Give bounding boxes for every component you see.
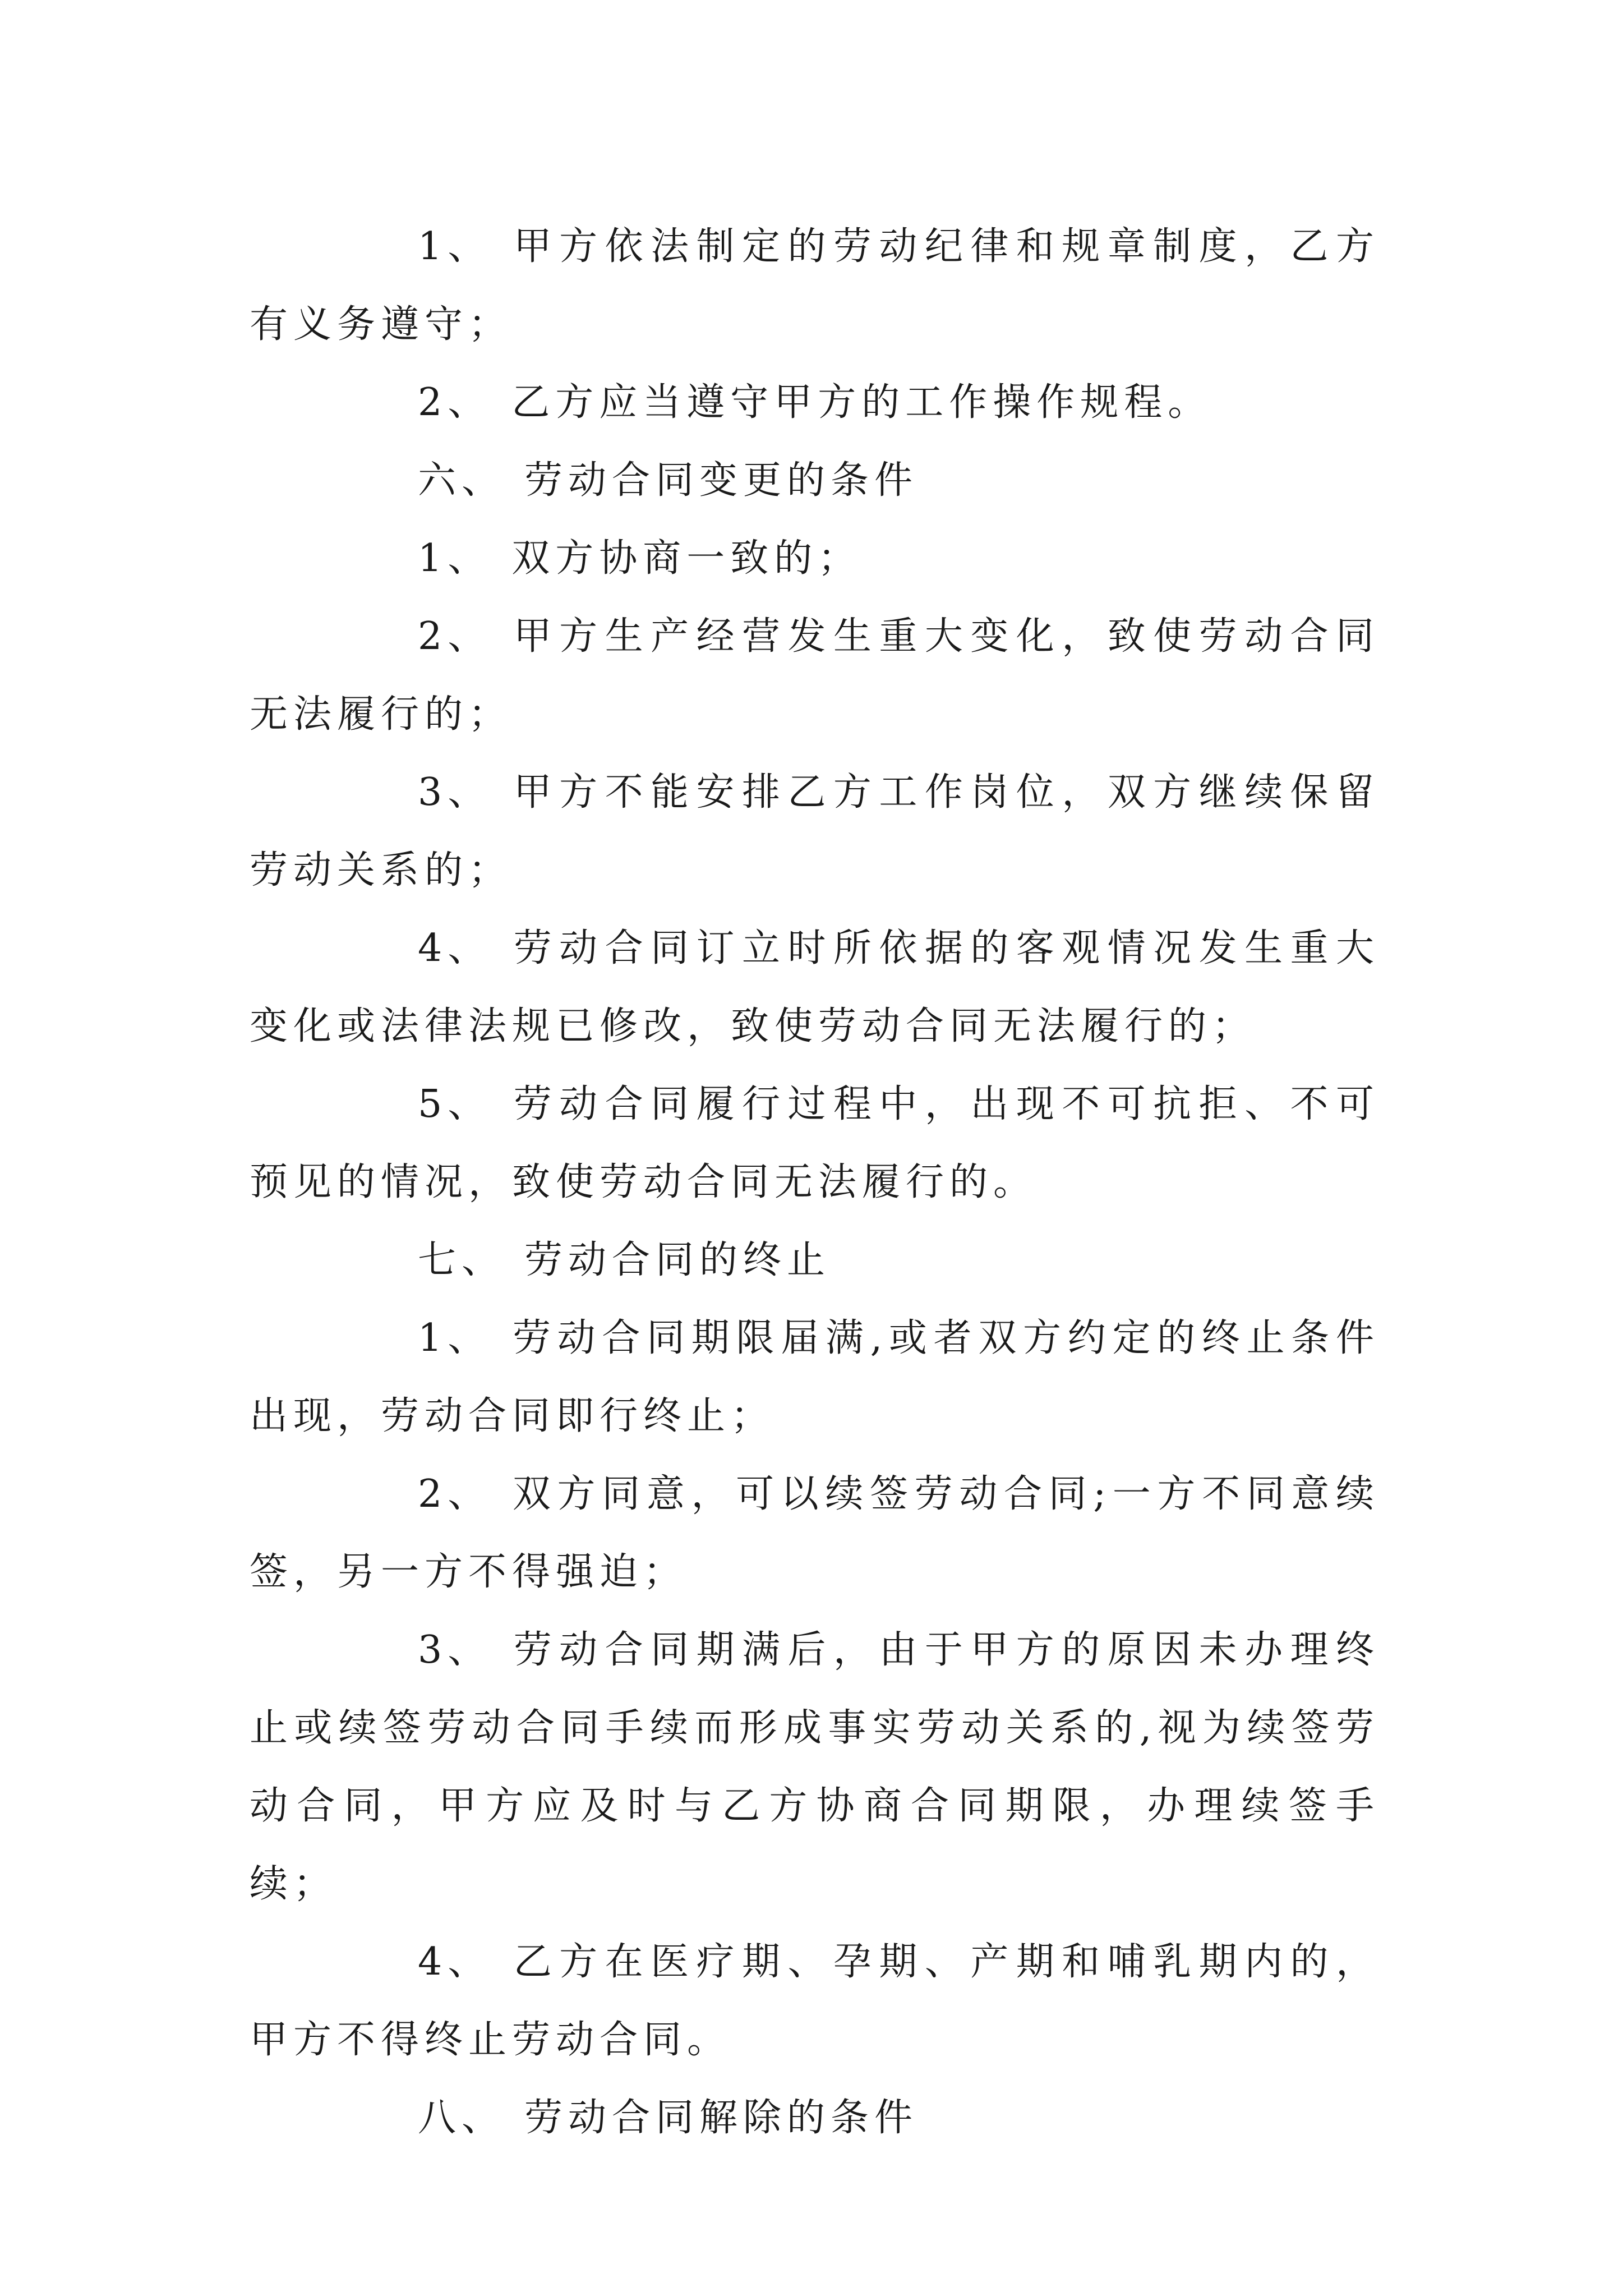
clause-number: 1、 — [418, 224, 492, 269]
clause-paragraph — [250, 208, 1380, 364]
clause-paragraph — [250, 1455, 1380, 1611]
document-body — [250, 208, 1380, 2157]
clause-text: 劳动合同订立时所依据的客观情况发生重大变化或法律法规已修改，致使劳动合同无法履行的； — [250, 926, 1380, 1048]
clause-text: 劳动合同履行过程中，出现不可抗拒、不可预见的情况，致使劳动合同无法履行的。 — [250, 1082, 1380, 1204]
clause-paragraph — [250, 597, 1380, 753]
clause-paragraph — [250, 1611, 1380, 1923]
clause-text: 甲方生产经营发生重大变化，致使劳动合同无法履行的； — [250, 614, 1380, 737]
section-title: 劳动合同的终止 — [524, 1238, 831, 1282]
clause-paragraph — [250, 364, 1380, 441]
clause-paragraph — [250, 909, 1380, 1065]
clause-number: 3、 — [418, 770, 492, 815]
clause-text: 劳动合同期满后，由于甲方的原因未办理终止或续签劳动合同手续而形成事实劳动关系的,视为续签劳动合同，甲方应及时与乙方协商合同期限，办理续签手续； — [250, 1628, 1380, 1906]
section-heading — [250, 2079, 1380, 2157]
clause-paragraph — [250, 1923, 1380, 2079]
clause-number: 4、 — [418, 926, 492, 970]
clause-number: 1、 — [418, 536, 492, 581]
clause-number: 3、 — [418, 1628, 492, 1672]
clause-number: 1、 — [418, 1316, 492, 1360]
clause-number: 4、 — [418, 1940, 492, 1984]
clause-number: 5、 — [418, 1082, 492, 1126]
section-number: 七、 — [418, 1238, 506, 1282]
clause-paragraph — [250, 753, 1380, 909]
section-number: 八、 — [418, 2096, 506, 2140]
clause-number: 2、 — [418, 1472, 492, 1516]
section-title: 劳动合同解除的条件 — [524, 2096, 919, 2140]
clause-number: 2、 — [418, 380, 492, 425]
clause-text: 劳动合同期限届满,或者双方约定的终止条件出现，劳动合同即行终止； — [250, 1316, 1380, 1438]
section-heading — [250, 441, 1380, 519]
clause-number: 2、 — [418, 614, 492, 659]
section-title: 劳动合同变更的条件 — [524, 458, 919, 503]
clause-text: 乙方在医疗期、孕期、产期和哺乳期内的，甲方不得终止劳动合同。 — [250, 1940, 1380, 2062]
clause-paragraph — [250, 1065, 1380, 1221]
clause-text: 双方协商一致的； — [511, 536, 862, 581]
clause-paragraph — [250, 519, 1380, 597]
section-heading — [250, 1221, 1380, 1299]
section-number: 六、 — [418, 458, 506, 503]
clause-text: 甲方不能安排乙方工作岗位，双方继续保留劳动关系的； — [250, 770, 1380, 892]
clause-text: 甲方依法制定的劳动纪律和规章制度，乙方有义务遵守； — [250, 224, 1380, 347]
clause-text: 乙方应当遵守甲方的工作操作规程。 — [511, 380, 1212, 425]
clause-paragraph — [250, 1299, 1380, 1455]
clause-text: 双方同意，可以续签劳动合同;一方不同意续签，另一方不得强迫； — [250, 1472, 1380, 1594]
